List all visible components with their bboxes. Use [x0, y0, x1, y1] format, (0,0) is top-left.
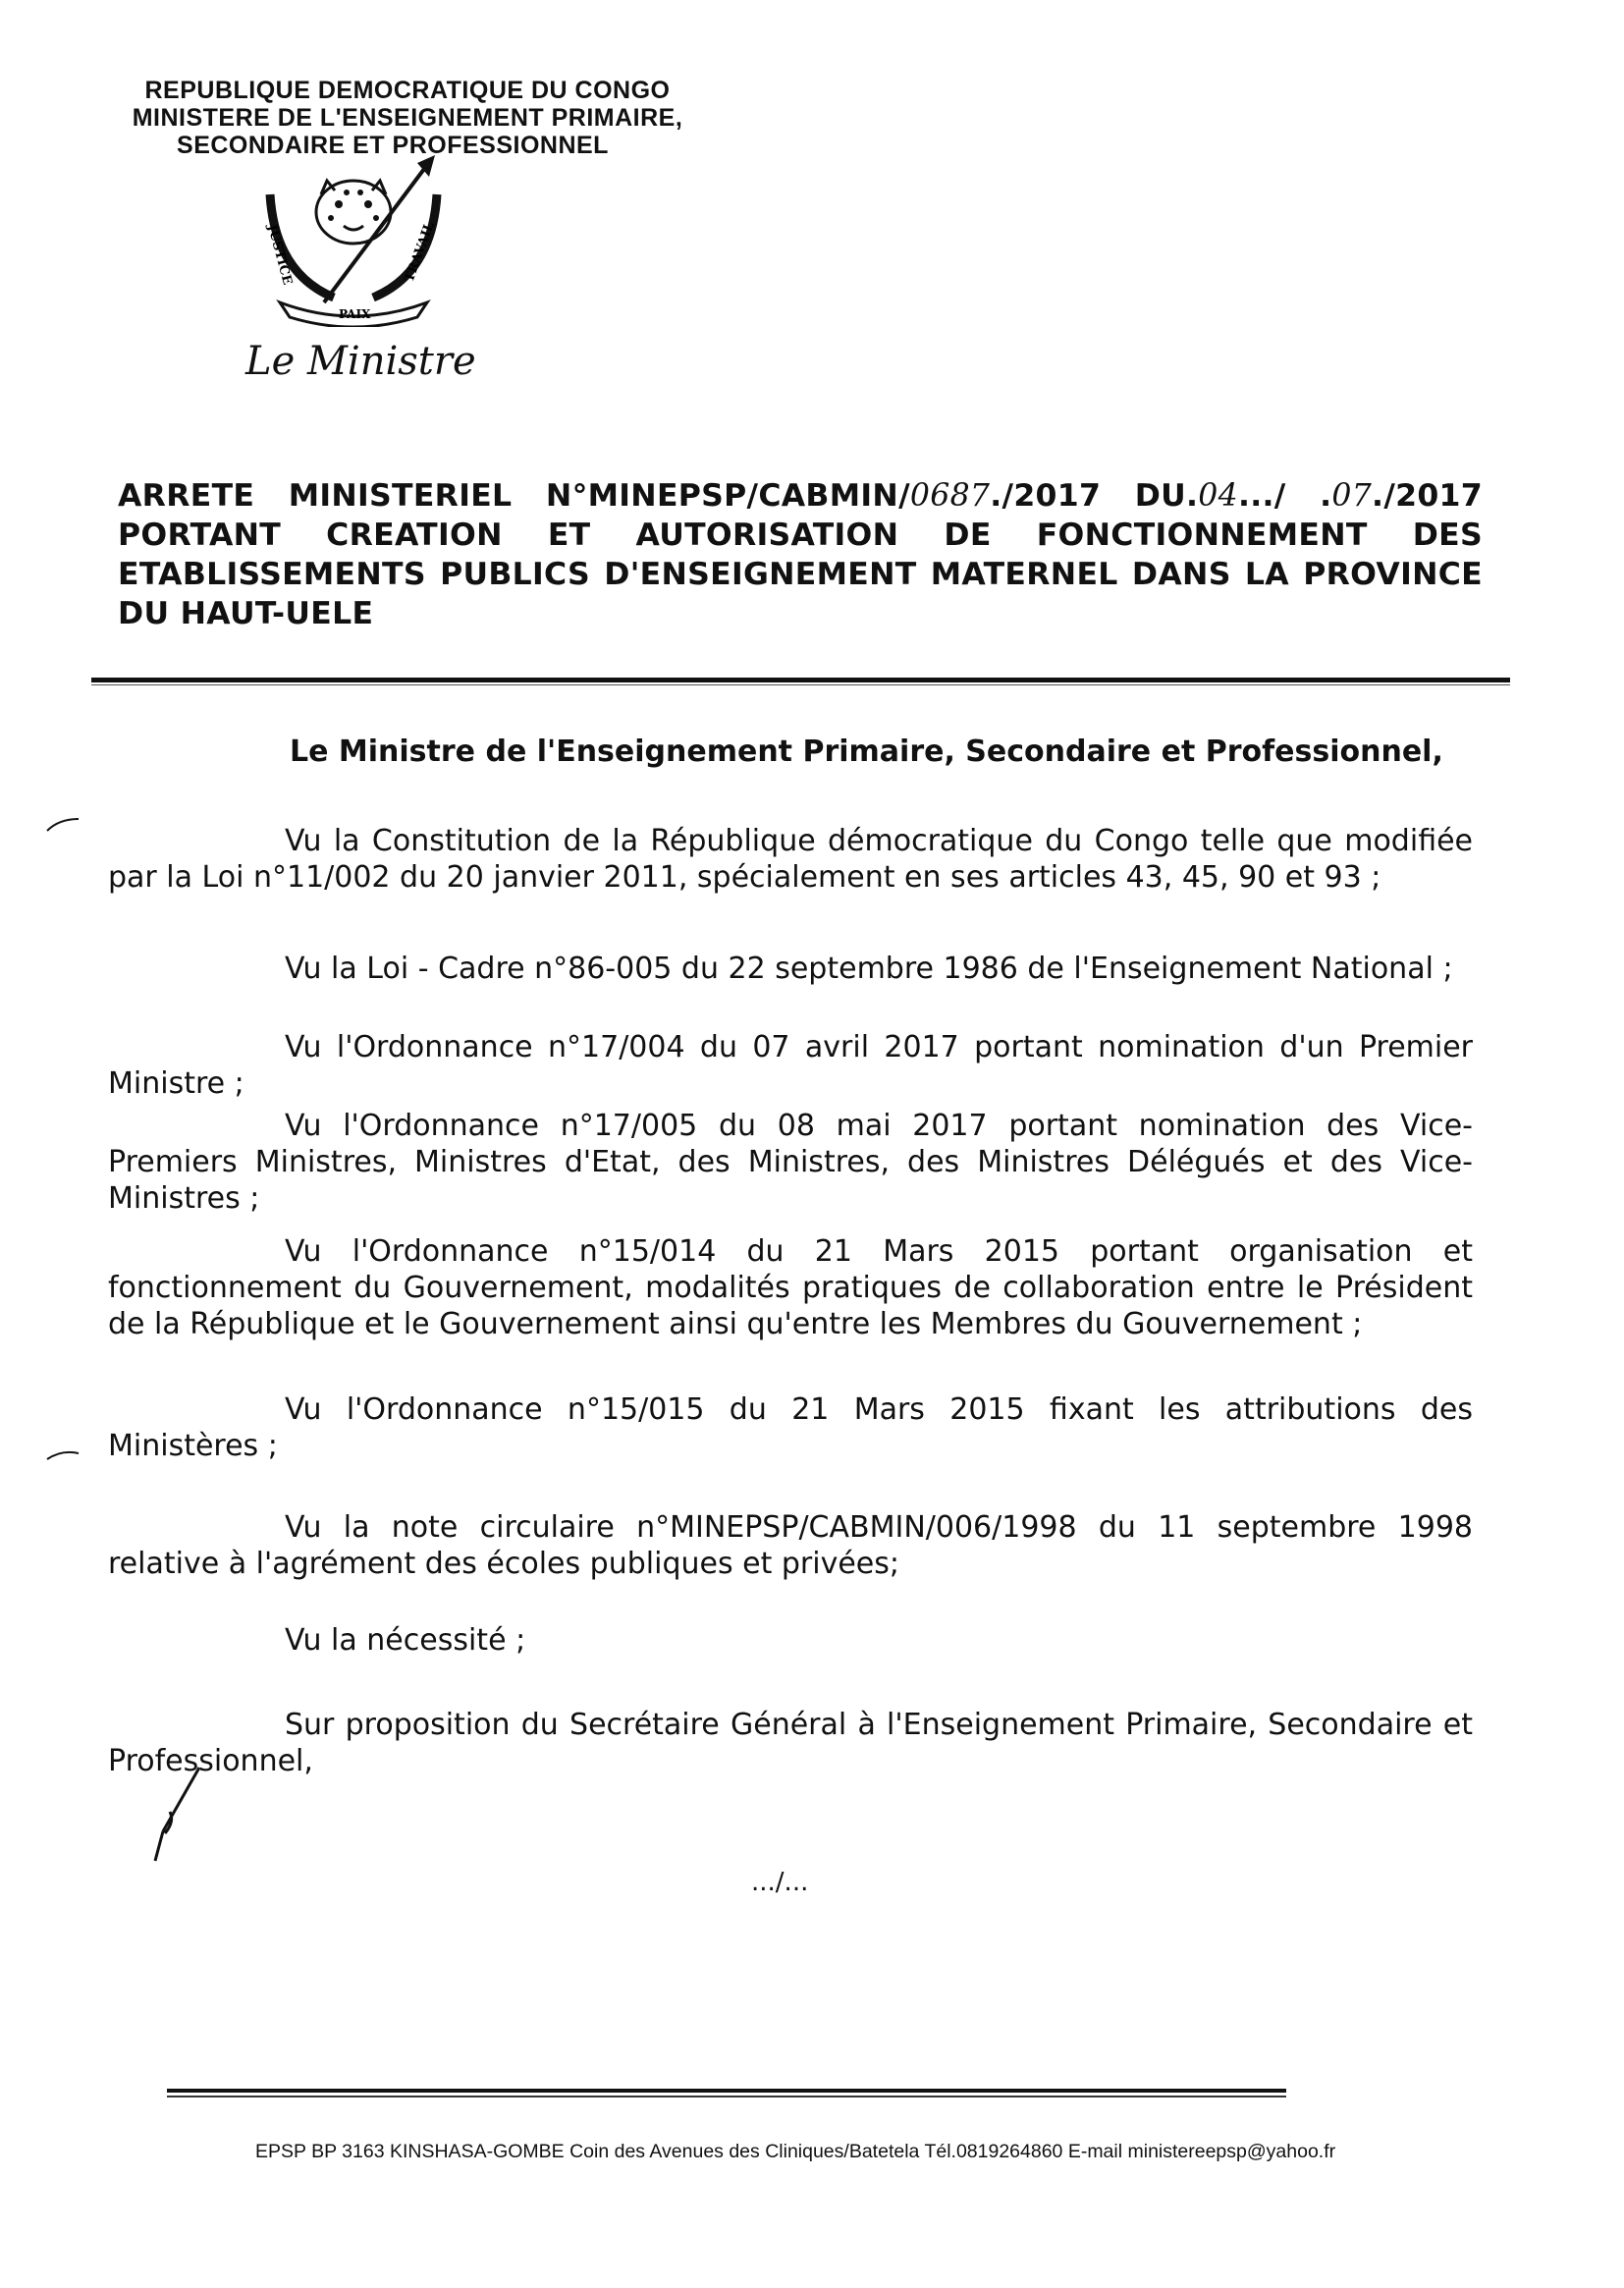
consideration-text: Vu l'Ordonnance n°17/004 du 07 avril 2017 portant nomination d'un Premier Ministre ;	[108, 1030, 1473, 1101]
decree-date-separator: .../ .	[1237, 478, 1332, 514]
ministry-name-cont: SECONDAIRE ET PROFESSIONNEL	[177, 132, 609, 159]
consideration-1	[108, 823, 1473, 896]
decree-title-rest: PORTANT CREATION ET AUTORISATION DE FONCTIONNEMENT DES ETABLISSEMENTS PUBLICS D'ENSEIGNEMENT MATERNEL DANS LA PROVINCE DU HAUT-UELE	[118, 518, 1483, 631]
title-divider-thin	[91, 684, 1510, 685]
consideration-text: Vu l'Ordonnance n°15/015 du 21 Mars 2015 fixant les attributions des Ministères ;	[108, 1392, 1473, 1463]
consideration-text: Vu l'Ordonnance n°15/014 du 21 Mars 2015 portant organisation et fonctionnement du Gouvernement, modalités pratiques de collaboration entre le Président de la République et le Gouvernement ainsi qu'entre les Membres du Gouvernement ;	[108, 1234, 1473, 1341]
consideration-4	[108, 1108, 1473, 1217]
margin-tick-mark	[44, 1444, 83, 1463]
coat-of-arms-emblem	[241, 155, 466, 327]
decree-day-handwritten: 04	[1198, 478, 1238, 514]
consideration-text: Vu la Loi - Cadre n°86-005 du 22 septembre 1986 de l'Enseignement National ;	[285, 952, 1453, 986]
title-divider	[91, 678, 1510, 682]
consideration-text: Vu la note circulaire n°MINEPSP/CABMIN/006/1998 du 11 septembre 1998 relative à l'agrément des écoles publiques et privées;	[108, 1510, 1473, 1581]
decree-year: ./2017	[1372, 478, 1483, 514]
decree-number-handwritten: 0687	[909, 478, 991, 514]
consideration-9	[108, 1707, 1473, 1779]
consideration-8	[108, 1622, 1473, 1659]
emblem-motto-left: JUSTICE	[264, 223, 295, 287]
consideration-text: Vu l'Ordonnance n°17/005 du 08 mai 2017 portant nomination des Vice-Premiers Ministres, Ministres d'Etat, des Ministres, des Ministres Délégués et des Vice-Ministres ;	[108, 1109, 1473, 1216]
ministry-name: MINISTERE DE L'ENSEIGNEMENT PRIMAIRE,	[132, 104, 683, 132]
decree-title-mid: ./2017 DU.	[990, 478, 1199, 514]
consideration-text: Sur proposition du Secrétaire Général à l'Enseignement Primaire, Secondaire et Professionnel,	[108, 1708, 1473, 1778]
minister-title: Le Ministre	[245, 339, 476, 384]
consideration-2	[108, 951, 1473, 987]
emblem-motto-bottom: PAIX	[339, 307, 371, 321]
page-continuation: .../...	[751, 1868, 809, 1897]
initials-mark	[145, 1763, 224, 1871]
consideration-3	[108, 1029, 1473, 1102]
footer-divider	[167, 2089, 1286, 2093]
consideration-text: Vu la Constitution de la République démocratique du Congo telle que modifiée par la Loi n°11/002 du 20 janvier 2011, spécialement en ses articles 43, 45, 90 et 93 ;	[108, 824, 1473, 895]
decree-month-handwritten: 07	[1331, 478, 1373, 514]
footer-address: EPSP BP 3163 KINSHASA-GOMBE Coin des Avenues des Cliniques/Batetela Tél.0819264860 E-mail ministereepsp@yahoo.fr	[255, 2141, 1336, 2162]
republic-name: REPUBLIQUE DEMOCRATIQUE DU CONGO	[144, 77, 671, 104]
decree-title	[118, 476, 1483, 633]
emblem-motto-right: TRAVAIL	[402, 220, 438, 285]
decree-title-prefix: ARRETE MINISTERIEL N°MINEPSP/CABMIN/	[118, 478, 910, 514]
consideration-6	[108, 1391, 1473, 1464]
consideration-7	[108, 1509, 1473, 1582]
preamble: Le Ministre de l'Enseignement Primaire, Secondaire et Professionnel,	[290, 735, 1443, 769]
consideration-text: Vu la nécessité ;	[285, 1623, 526, 1658]
consideration-5	[108, 1233, 1473, 1342]
footer-divider-thin	[167, 2096, 1286, 2097]
margin-tick-mark	[44, 815, 83, 835]
